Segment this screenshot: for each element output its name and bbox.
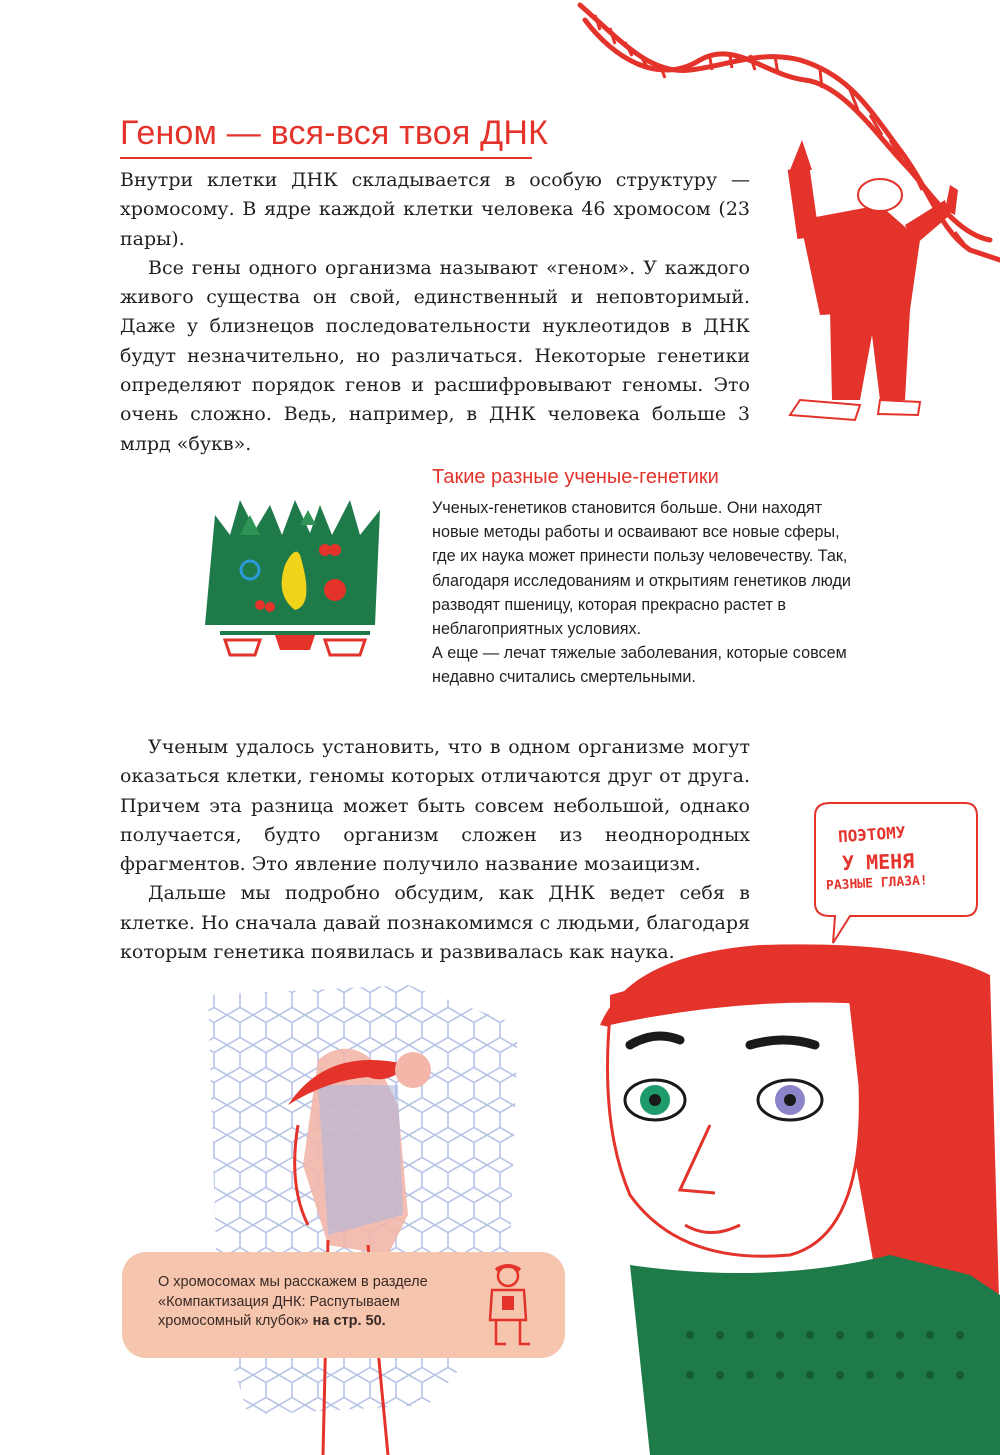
pointing-man-illustration xyxy=(760,130,960,430)
chapter-note-page-link[interactable]: на стр. 50. xyxy=(312,1313,386,1329)
page-title: Геном — вся-вся твоя ДНК xyxy=(120,114,549,152)
speech-bubble-line-3: РАЗНЫЕ ГЛАЗА! xyxy=(825,873,929,894)
intro-text xyxy=(120,166,750,459)
intro-paragraph-1: Внутри клетки ДНК складывается в особую структуру — хромосому. В ядре каждой клетки человека 46 хромосом (23 пары). xyxy=(120,169,750,250)
plant-pots-illustration xyxy=(200,495,390,665)
scientist-figure-icon xyxy=(478,1262,538,1350)
sidebar-paragraph-2: А еще — лечат тяжелые заболевания, которые совсем недавно считались смертельными. xyxy=(432,644,847,687)
speech-bubble-line-2: У МЕНЯ xyxy=(841,848,915,876)
chapter-note-text xyxy=(158,1273,478,1332)
sidebar-paragraph-1: Ученых-генетиков становится больше. Они находят новые методы работы и осваивают все новые сферы, где их наука может принести пользу человечеству. Так, благодаря исследованиям и открытиям генетиков люди разводят пшеницу, которая прекрасно растет в неблагоприятных условиях. xyxy=(432,499,851,639)
red-haired-girl-illustration xyxy=(590,935,1000,1455)
main-paragraph-2: Дальше мы подробно обсудим, как ДНК ведет себя в клетке. Но сначала давай познакомимся с людьми, благодаря которым генетика появилась и развивалась как наука. xyxy=(120,882,750,964)
main-paragraph-1: Ученым удалось установить, что в одном организме могут оказаться клетки, геномы которых отличаются друг от друга. Причем эта разница может быть совсем небольшой, однако получается, будто организм сложен из неоднородных фрагментов. Это явление получило название мозаицизм. xyxy=(120,736,750,876)
title-underline xyxy=(120,157,532,159)
intro-paragraph-2: Все гены одного организма называют «геном». У каждого живого существа он свой, единственный и неповторимый. Даже у близнецов последовательности нуклеотидов в ДНК будут незначительно, но различаться. Некоторые генетики определяют порядок генов и расшифровывают геномы. Это очень сложно. Ведь, например, в ДНК человека больше 3 млрд «букв». xyxy=(120,256,750,455)
sidebar-title: Такие разные ученые-генетики xyxy=(432,466,719,488)
chapter-note-body: О хромосомах мы расскажем в разделе «Компактизация ДНК: Распутываем хромосомный клубок» xyxy=(158,1274,428,1329)
hexagon-woman-illustration xyxy=(188,985,528,1455)
main-text xyxy=(120,733,750,967)
sidebar-text xyxy=(432,496,862,690)
speech-bubble-line-1: ПОЭТОМУ xyxy=(837,822,907,847)
